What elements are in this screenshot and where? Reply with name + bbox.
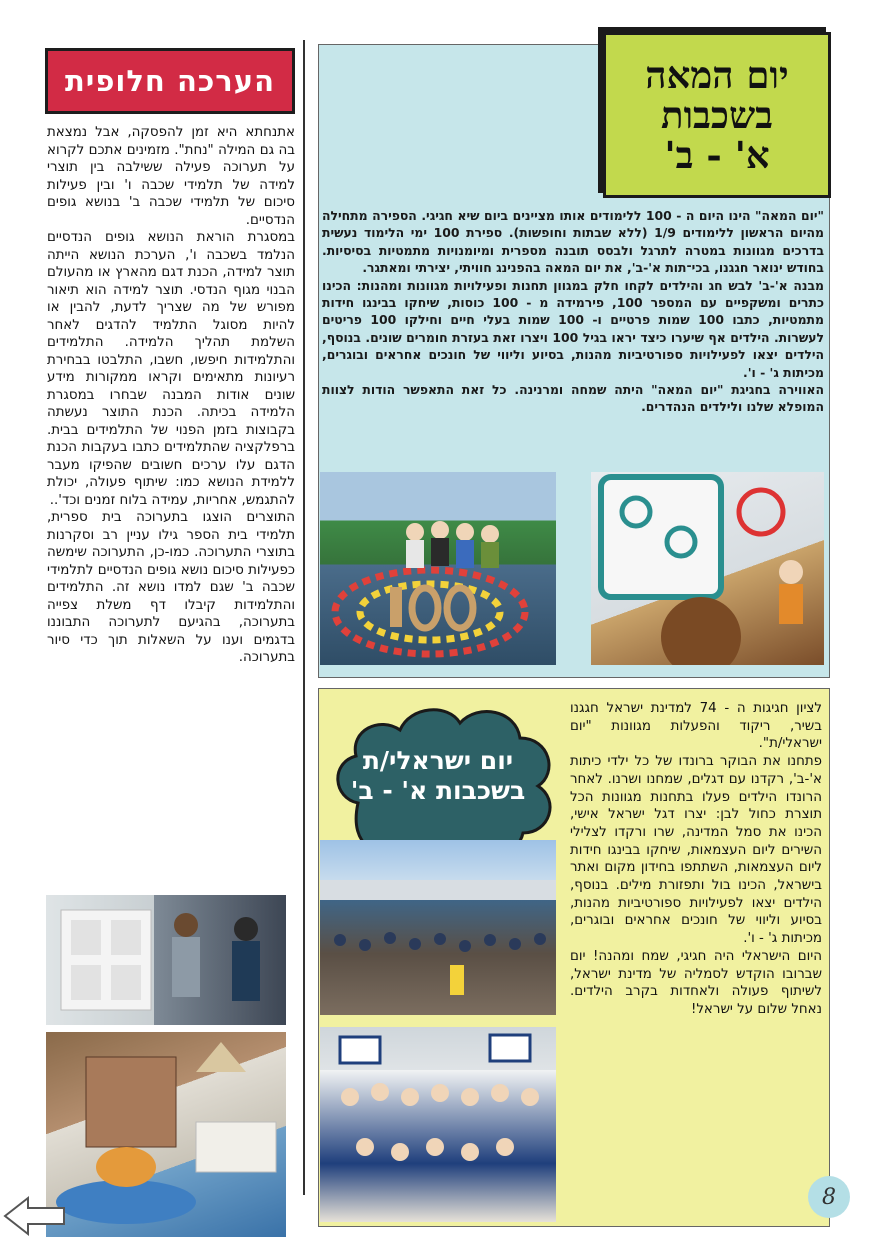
photo-class-group-with-flags <box>320 1027 556 1222</box>
hundred-day-article <box>322 207 824 416</box>
photo-geometric-models <box>46 1032 286 1237</box>
israeli-day-paragraph: לציון חגיגות ה - 74 למדינת ישראל חגגנו בשיר, ריקוד והפעלות מגוונות "יום ישראלי/ת". <box>570 701 822 752</box>
group-illustration <box>320 1027 556 1222</box>
photo-girl-writing-on-wall <box>591 472 824 665</box>
israeli-day-article <box>570 700 822 1019</box>
yard-illustration <box>320 840 556 1015</box>
israeli-day-paragraph: היום הישראלי היה חגיגי, שמח ומהנה! יום שברובו הוקדש לסמליה של מדינת ישראל, לשיתוף פעולה ולאחדות בקרב הילדים. נאחל שלום על ישראל! <box>570 948 822 1017</box>
wall-illustration <box>591 472 824 665</box>
column-divider <box>303 40 305 1195</box>
arrow-left-icon[interactable] <box>2 1194 68 1238</box>
hundred-day-title-box <box>603 32 831 198</box>
alt-assessment-paragraph: במסגרת הוראת הנושא גופים הנדסיים הנלמד בשכבה ו', הערכת הנושא הייתה תוצר למידה, הכנת דגם מהארץ או מהעולם הבנוי מגוף הנדסי. תוצר למידה הוא תיאור מפורש של מה שצריך לדעת, להבין או להיות מסוגל התלמיד להדגים לאחר השלמת תהליך הלמידה. התלמידים והתלמידות חיפשו, חשבו, התלבטו בבחירת רעיונות מתאימים וקראו ממקורות מידע שונים אודות המבנה שבחרו במסגרת הלמידה בכיתה. הכנת התוצר נעשתה בקבוצות בזמן הפנוי של התלמידים בבית. ברפלקציה שהתלמידים כתבו בעקבות הכנת הדגם עלו ערכים חשובים שהפיקו מעבר ללמידת הנושא כמו: שיתוף פעולה, יכולת להתגמש, אחריות, עמידה בלוח זמנים וכד'.. <box>47 230 295 508</box>
exhibit-illustration <box>46 895 286 1025</box>
hundred-day-paragraph: "יום המאה" הינו היום ה - 100 ללימודים אותו מציינים ביום שיא חגיגי. הספירה מתחילה מהיום הראשון ללימודים 1/9 (ללא שבתות וחופשות). ספירת 100 ימי הלימוד נעשית בדרכים מגוונות במטרה לתרגל ולבסס תובנה מספרית ומיומנויות מתמטיות בסיסיות. בחודש ינואר חגגנו, בכי־תות א'-ב', את יום המאה בהפנינג חוויתי, יצירתי ומאתגר. <box>322 208 824 276</box>
hundred-day-title-line2: בשכבות <box>661 93 773 137</box>
hundred-day-paragraph: מבנה א'-ב' לבש חג והילדים לקחו חלק במגוון תחנות ופעילויות מגוונות ומהנות: הכינו כתרים ומשקפיים עם המספר 100, פירמידה מ - 100 כוסות, שיחקו בבינגו חידות מתמטיות, כתבו 100 שמות פרטיים ו- 100 שמות בעלי חיים וחילקו 100 פריטים לעשרות. הילדים אף שיערו כיצד יראו בגיל 100 ויצרו זאת בעזרת חומרים שונים. בנוסף, הילדים יצאו לפעילויות ספורטיביות מהנות, בסיוע וליווי של חונכים אחראים ובוגרים, מכיתות ג' - ו'. <box>322 277 824 380</box>
israeli-day-title <box>332 746 544 806</box>
alt-assessment-paragraph: אתנחתא היא זמן להפסקה, אבל נמצאת בה גם המילה "נחת". מזמינים אתכם לקרוא על תערוכה פעילה ששילבה בין תוצרי למידה של תלמידי שכבה ו' ובין פעילות סיכום של תלמידי שכבה ב' בנושא גופים הנדסיים. <box>47 125 295 228</box>
models-illustration <box>46 1032 286 1237</box>
israeli-day-paragraph: פתחנו את הבוקר ברונדו של כל ילדי כיתות א'-ב', רקדנו עם דגלים, שמחנו ושרנו. לאחר הרונדו הילדים פעלו בתחנות מגוונות הכל תוצרת כחול לבן: יצרו דגל ישראל אישי, הכינו את סמל המדינה, שרו ורקדו לצלילי השירים ליום העצמאות, שיחקו בבינגו חידות ליום העצמאות, השתתפו בחידון מקום ואתר בישראל, הכינו בול ותפזורת מילים. בנוסף, הילדים יצאו לפעילויות ספורטיביות מהנות, בסיוע וליווי של חונכים אחראים ובוגרים, מכיתות ג' - ו'. <box>570 754 822 947</box>
hundred-day-title-line1: יום המאה <box>645 53 789 97</box>
alt-assessment-article <box>47 124 295 667</box>
israeli-day-title-line2: בשכבות א' - ב' <box>350 776 526 805</box>
hundred-day-title-line3: א' - ב' <box>664 133 770 177</box>
photo-students-at-exhibit <box>46 895 286 1025</box>
alt-assessment-paragraph: התוצרים הוצגו בתערוכה בית ספרית, תלמידי בית הספר גילו עניין רב וסקרנות בתוצרי התערוכה. כמו-כן, התערוכה שימשה כפעילות סיכום נושא גופים הנדסיים לתלמידי שכבה ב' שגם למדו נושא זה. התלמידים והתלמידות קיבלו דף משלת צפייה בתערוכה, בהגיעם לתערוכה התבוננו בדגמים וענו על השאלות תוך כדי סיור בתערוכה. <box>47 510 295 665</box>
alt-assessment-banner <box>45 48 295 114</box>
cones-illustration <box>320 472 556 665</box>
hundred-day-paragraph: האווירה בחגיגת "יום המאה" היתה שמחה ומרנינה. כל זאת התאפשר הודות לצוות המופלא שלנו ולילדים הנהדרים. <box>322 382 824 415</box>
page-number: 8 <box>808 1176 850 1218</box>
photo-schoolyard-celebration <box>320 840 556 1015</box>
israeli-day-title-line1: יום ישראלי/ת <box>362 746 514 775</box>
alt-assessment-title: הערכה חלופית <box>65 64 275 98</box>
photo-kids-with-100-cones <box>320 472 556 665</box>
